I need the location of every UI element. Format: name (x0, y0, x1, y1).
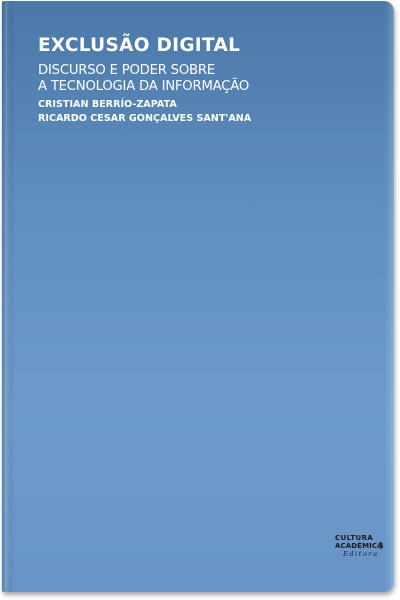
publisher-mark-icon (379, 542, 384, 549)
book-cover (2, 1, 394, 592)
publisher-name-line1: CULTURA (335, 534, 374, 542)
book-title: EXCLUSÃO DIGITAL (38, 35, 241, 56)
publisher-name-line2: ACADÊMICA (335, 542, 383, 550)
author-list (38, 98, 251, 126)
publisher-name-line3: Editora (343, 550, 379, 558)
subtitle-line: DISCURSO E PODER SOBRE (38, 63, 215, 78)
book-subtitle (38, 63, 249, 95)
publisher-logo (335, 534, 387, 558)
author-name: RICARDO CESAR GONÇALVES SANT'ANA (38, 113, 252, 124)
subtitle-line: A TECNOLOGIA DA INFORMAÇÃO (38, 79, 249, 94)
author-name: CRISTIAN BERRÍO-ZAPATA (38, 99, 177, 110)
